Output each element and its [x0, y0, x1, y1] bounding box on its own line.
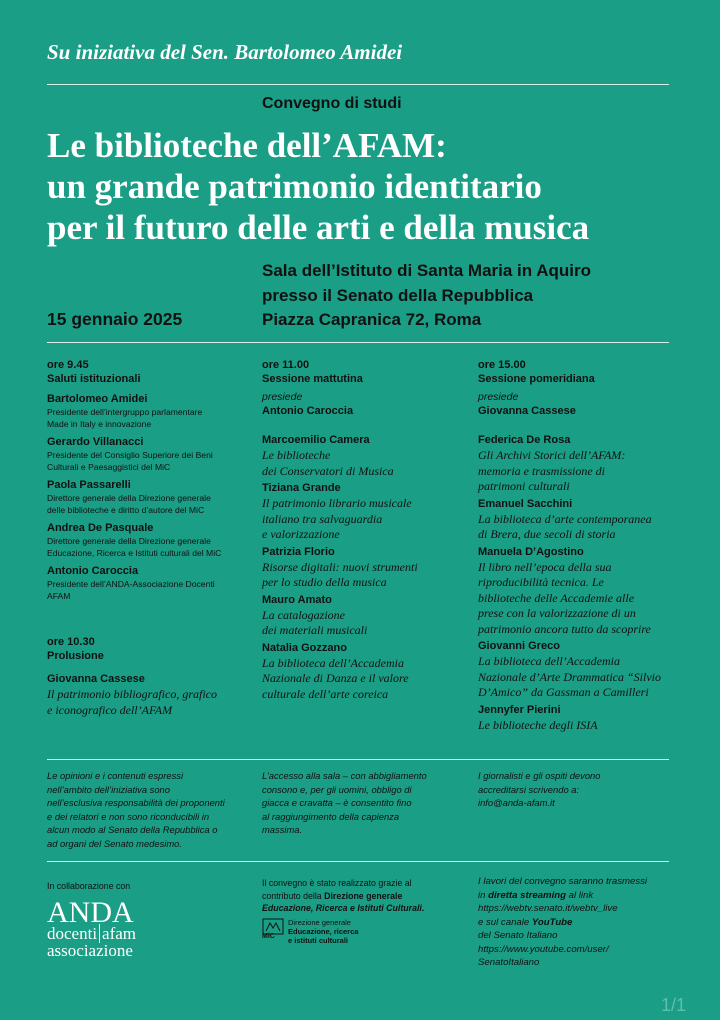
note-line: L’accesso alla sala – con abbigliamento: [262, 770, 427, 781]
venue: [262, 259, 591, 333]
divider: [47, 84, 669, 85]
mic-text: [288, 918, 358, 945]
role-line: Direttore generale della Direzione generale: [47, 493, 211, 503]
talk-line: Il patrimonio bibliografico, grafico: [47, 687, 217, 701]
mic-logo: [262, 918, 358, 945]
role-line: Presidente dell’intergruppo parlamentare: [47, 407, 203, 417]
talk-line: Le biblioteche degli ISIA: [478, 717, 598, 732]
talk-line: riproducibilità tecnica. Le: [478, 575, 604, 589]
page-counter: 1/1: [660, 995, 686, 1015]
note-line: e dei relatori e non sono riconducibili in: [47, 810, 210, 822]
speaker-name: Jennyfer Pierini: [478, 703, 561, 716]
streaming-note: [478, 875, 703, 970]
time-label: ore 11.00: [262, 359, 310, 371]
session-title: Sessione pomeridiana: [478, 373, 595, 385]
talk-line: Il libro nell’epoca della sua: [478, 559, 612, 574]
chair-label: presiede: [478, 391, 519, 403]
venue-line: Sala dell’Istituto di Santa Maria in Aquiro: [262, 261, 592, 280]
talk-line: La biblioteca dell’Accademia: [478, 654, 620, 668]
speaker-role: [47, 536, 252, 559]
mic-line: Educazione, ricerca: [288, 927, 359, 936]
speaker-role: [47, 579, 252, 602]
note-line: al raggiungimento della capienza: [262, 810, 400, 822]
note-fragment-bold: Direzione generale: [324, 890, 403, 901]
event-date: 15 gennaio 2025: [47, 309, 183, 329]
role-line: Made in Italy e innovazione: [47, 418, 152, 429]
talk-line: Le biblioteche: [262, 448, 331, 462]
venue-line: Piazza Capranica 72, Roma: [262, 310, 482, 329]
speaker-role: [47, 407, 252, 430]
contribution-note: [262, 877, 472, 915]
speaker-name: Marcoemilio Camera: [262, 434, 370, 446]
role-line: Culturali e Paesaggistici del MiC: [47, 461, 171, 472]
note-line: massima.: [262, 824, 303, 835]
talk-line: memoria e trasmissione di: [478, 463, 605, 478]
talk-line: La biblioteca dell’Accademia: [262, 655, 404, 670]
title-line: Le biblioteche dell’AFAM:: [47, 126, 447, 165]
note-line: giacca e cravatta – è consentito fino: [262, 797, 412, 808]
note-line: nell’esclusiva responsabilità dei proponenti: [47, 797, 225, 808]
collaboration-label: In collaborazione con: [47, 881, 131, 891]
time-label: ore 10.30: [47, 636, 95, 648]
talk-title: [478, 512, 703, 543]
talk-line: La catalogazione: [262, 607, 345, 622]
speaker-name: Bartolomeo Amidei: [47, 393, 148, 405]
note-fragment-bold: YouTube: [531, 916, 573, 928]
session-title: Saluti istituzionali: [47, 373, 141, 385]
speaker-name: Manuela D’Agostino: [478, 545, 584, 558]
anda-logo: [47, 896, 137, 960]
talk-title: [262, 496, 467, 543]
talk-line: per lo studio della musica: [262, 575, 387, 589]
talk-title: [47, 687, 252, 718]
talk-line: Nazionale di Danza e il valore: [262, 671, 409, 685]
note-line: consono e, per gli uomini, obbligo di: [262, 783, 412, 795]
talk-title: [478, 560, 703, 638]
speaker-name: Giovanni Greco: [478, 640, 560, 652]
program-column-afternoon-session: [478, 358, 703, 735]
talk-line: dei materiali musicali: [262, 623, 368, 637]
speaker-role: [47, 493, 252, 516]
note-line: [478, 916, 703, 930]
talk-line: dei Conservatori di Musica: [262, 463, 394, 478]
talk-title: [262, 560, 467, 591]
talk-title: [478, 448, 703, 495]
venue-line: presso il Senato della Repubblica: [262, 285, 534, 305]
note-line: ad organi del Senato medesimo.: [47, 837, 182, 849]
speaker-name: Andrea De Pasquale: [47, 522, 154, 534]
anda-logo-subline: [47, 926, 136, 942]
speaker-name: Paola Passarelli: [47, 479, 131, 491]
speaker-name: Mauro Amato: [262, 593, 332, 606]
youtube-link[interactable]: https://www.youtube.com/user/: [478, 943, 609, 955]
talk-line: italiano tra salvaguardia: [262, 511, 383, 526]
note-line: del Senato Italiano: [478, 930, 558, 941]
program-column-morning-greetings: [47, 358, 252, 720]
speaker-name: Tiziana Grande: [262, 482, 341, 494]
note-line: Educazione, Ricerca e Istituti Culturali.: [262, 903, 425, 913]
mic-label: MiC: [262, 933, 275, 940]
title-line: un grande patrimonio identitario: [47, 167, 542, 206]
chair-label: presiede: [262, 391, 303, 403]
session-title: Prolusione: [47, 650, 104, 662]
press-email-link[interactable]: info@anda-afam.it: [478, 797, 555, 808]
time-label: ore 15.00: [478, 359, 526, 371]
note-line: alcun modo al Senato della Repubblica o: [47, 824, 218, 835]
conference-label: Convegno di studi: [262, 95, 402, 112]
role-line: Presidente dell’ANDA-Associazione Docenti: [47, 579, 215, 589]
title-line: per il futuro delle arti e della musica: [47, 208, 590, 247]
talk-line: culturale dell’arte coreica: [262, 686, 389, 701]
disclaimer-note: [47, 769, 252, 850]
note-line: I giornalisti e gli ospiti devono: [478, 770, 601, 781]
speaker-name: Gerardo Villanacci: [47, 436, 144, 448]
divider: [47, 861, 669, 862]
divider: [47, 342, 669, 343]
talk-title: [478, 718, 703, 734]
time-label: ore 9.45: [47, 359, 89, 371]
talk-title: [262, 656, 467, 703]
talk-line: e iconografico dell’AFAM: [47, 702, 173, 717]
note-fragment: al link: [565, 889, 594, 901]
note-line: Le opinioni e i contenuti espressi: [47, 770, 184, 781]
initiative-line: Su iniziativa del Sen. Bartolomeo Amidei: [47, 40, 403, 64]
divider: [47, 759, 669, 760]
talk-line: Il patrimonio librario musicale: [262, 496, 412, 510]
anda-logo-associazione: associazione: [47, 941, 133, 960]
anda-logo-docenti: docenti: [47, 924, 98, 943]
role-line: AFAM: [47, 590, 71, 601]
conference-title: [47, 125, 589, 248]
mic-line: Direzione generale: [288, 918, 351, 927]
talk-line: La biblioteca d’arte contemporanea: [478, 511, 652, 526]
anda-logo-wordmark: ANDA: [47, 896, 134, 929]
note-line: [478, 889, 703, 903]
session-title: Sessione mattutina: [262, 373, 363, 385]
note-line: accreditarsi scrivendo a:: [478, 783, 580, 795]
role-line: Presidente del Consiglio Superiore dei Beni: [47, 450, 213, 460]
talk-line: Risorse digitali: nuovi strumenti: [262, 559, 418, 574]
anda-logo-afam: afam: [102, 924, 137, 943]
role-line: Educazione, Ricerca e Istituti culturali del MiC: [47, 547, 222, 558]
access-note: [262, 769, 467, 837]
talk-line: D’Amico” da Gassman a Camilleri: [478, 685, 649, 699]
speaker-name: Giovanna Cassese: [47, 673, 145, 685]
role-line: Direttore generale della Direzione generale: [47, 536, 211, 546]
talk-line: prese con la valorizzazione di un: [478, 606, 636, 620]
speaker-name: Emanuel Sacchini: [478, 497, 573, 510]
talk-line: di Brera, due secoli di storia: [478, 527, 616, 541]
chair-name: Giovanna Cassese: [478, 405, 576, 417]
note-fragment: in: [478, 889, 489, 901]
talk-line: patrimoni culturali: [478, 479, 570, 493]
note-fragment-bold: diretta streaming: [488, 889, 566, 901]
speaker-name: Antonio Caroccia: [47, 565, 139, 577]
speaker-role: [47, 450, 252, 473]
talk-title: [478, 654, 703, 701]
note-fragment: e sul canale: [478, 916, 532, 928]
talk-title: [262, 608, 467, 639]
talk-line: biblioteche delle Accademie alle: [478, 590, 635, 605]
press-note: [478, 769, 703, 810]
youtube-link-cont[interactable]: SenatoItaliano: [478, 957, 540, 968]
note-line: Il convegno è stato realizzato grazie al: [262, 878, 412, 888]
role-line: delle biblioteche e diritto d’autore del MiC: [47, 504, 205, 515]
speaker-name: Natalia Gozzano: [262, 641, 347, 654]
talk-line: patrimonio ancora tutto da scoprire: [478, 621, 651, 636]
talk-line: Gli Archivi Storici dell’AFAM:: [478, 448, 626, 462]
program-column-morning-session: [262, 358, 467, 704]
webtv-link[interactable]: https://webtv.senato.it/webtv_live: [478, 903, 618, 914]
note-line: nell’ambito dell’iniziativa sono: [47, 783, 170, 795]
note-line: [262, 890, 472, 903]
talk-line: e valorizzazione: [262, 527, 340, 541]
note-fragment: contributo della: [262, 890, 325, 901]
talk-line: Nazionale d’Arte Drammatica “Silvio: [478, 669, 661, 684]
speaker-name: Federica De Rosa: [478, 434, 571, 446]
mic-line: e istituti culturali: [288, 936, 349, 945]
chair-name: Antonio Caroccia: [262, 405, 354, 417]
talk-title: [262, 448, 467, 479]
note-line: I lavori del convegno saranno trasmessi: [478, 876, 648, 887]
speaker-name: Patrizia Florio: [262, 545, 335, 558]
